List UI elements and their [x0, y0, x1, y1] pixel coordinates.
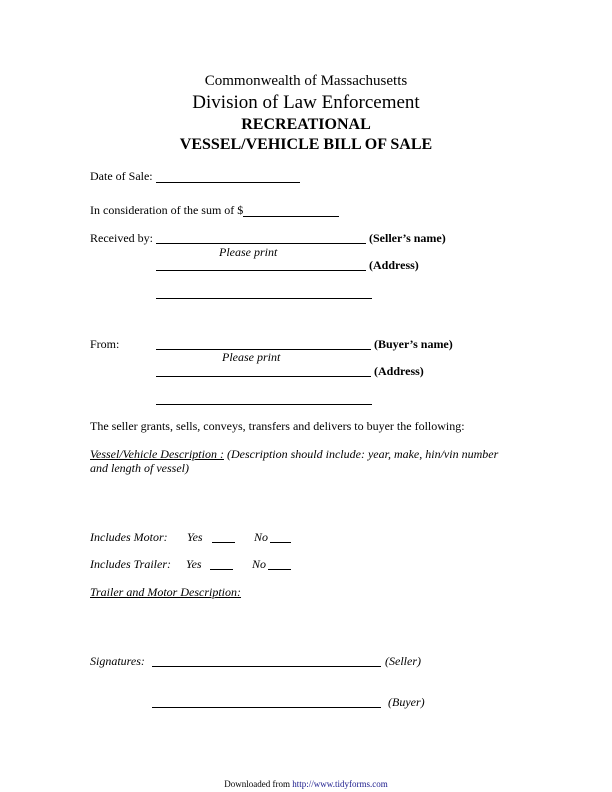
seller-address-label: (Address) [369, 258, 419, 272]
grants-statement: The seller grants, sells, conveys, transfers and delivers to buyer the following: [90, 419, 465, 433]
buyer-signature-field[interactable] [152, 707, 381, 708]
trailer-motor-description-area[interactable] [90, 603, 510, 647]
form-title-line1: RECREATIONAL [241, 116, 371, 133]
motor-no-field[interactable] [270, 542, 291, 543]
seller-name-label: (Seller’s name) [369, 231, 446, 245]
motor-no-label: No [254, 530, 269, 544]
vessel-description-hint-2: and length of vessel) [90, 461, 189, 475]
footer [0, 779, 612, 789]
buyer-please-print: Please print [222, 350, 281, 364]
vessel-description-hint-1: (Description should include: year, make, hin/vin number [223, 447, 499, 461]
footer-prefix: Downloaded from [224, 779, 293, 789]
form-title-line2: VESSEL/VEHICLE BILL OF SALE [179, 136, 433, 153]
buyer-address-field-1[interactable] [156, 376, 371, 377]
vessel-description-area[interactable] [90, 478, 510, 522]
signatures-label: Signatures: [90, 654, 145, 668]
received-by-label: Received by: [90, 231, 153, 245]
seller-address-field-2[interactable] [156, 298, 372, 299]
seller-signature-label: (Seller) [385, 654, 421, 668]
vessel-description-label: Vessel/Vehicle Description : [90, 447, 224, 461]
consideration-label: In consideration of the sum of $ [90, 203, 244, 217]
footer-link[interactable]: http://www.tidyforms.com [292, 779, 388, 789]
seller-please-print: Please print [219, 245, 278, 259]
date-of-sale-field[interactable] [156, 182, 300, 183]
buyer-address-field-2[interactable] [156, 404, 372, 405]
division-title: Division of Law Enforcement [192, 92, 420, 113]
motor-yes-field[interactable] [212, 542, 235, 543]
seller-address-field-1[interactable] [156, 270, 366, 271]
motor-yes-label: Yes [187, 530, 203, 544]
date-of-sale-label: Date of Sale: [90, 169, 153, 183]
trailer-yes-field[interactable] [210, 569, 233, 570]
vessel-description-heading [90, 447, 498, 462]
seller-signature-field[interactable] [152, 666, 381, 667]
from-label: From: [90, 337, 120, 351]
seller-name-field[interactable] [156, 243, 366, 244]
trailer-motor-description-label: Trailer and Motor Description: [90, 585, 242, 599]
includes-trailer-label: Includes Trailer: [90, 557, 171, 571]
org-name: Commonwealth of Massachusetts [204, 73, 408, 89]
buyer-address-label: (Address) [374, 364, 424, 378]
includes-motor-label: Includes Motor: [90, 530, 168, 544]
trailer-no-field[interactable] [268, 569, 291, 570]
buyer-signature-label: (Buyer) [388, 695, 425, 709]
consideration-amount-field[interactable] [243, 216, 339, 217]
trailer-yes-label: Yes [186, 557, 202, 571]
buyer-name-label: (Buyer’s name) [374, 337, 453, 351]
trailer-no-label: No [252, 557, 267, 571]
